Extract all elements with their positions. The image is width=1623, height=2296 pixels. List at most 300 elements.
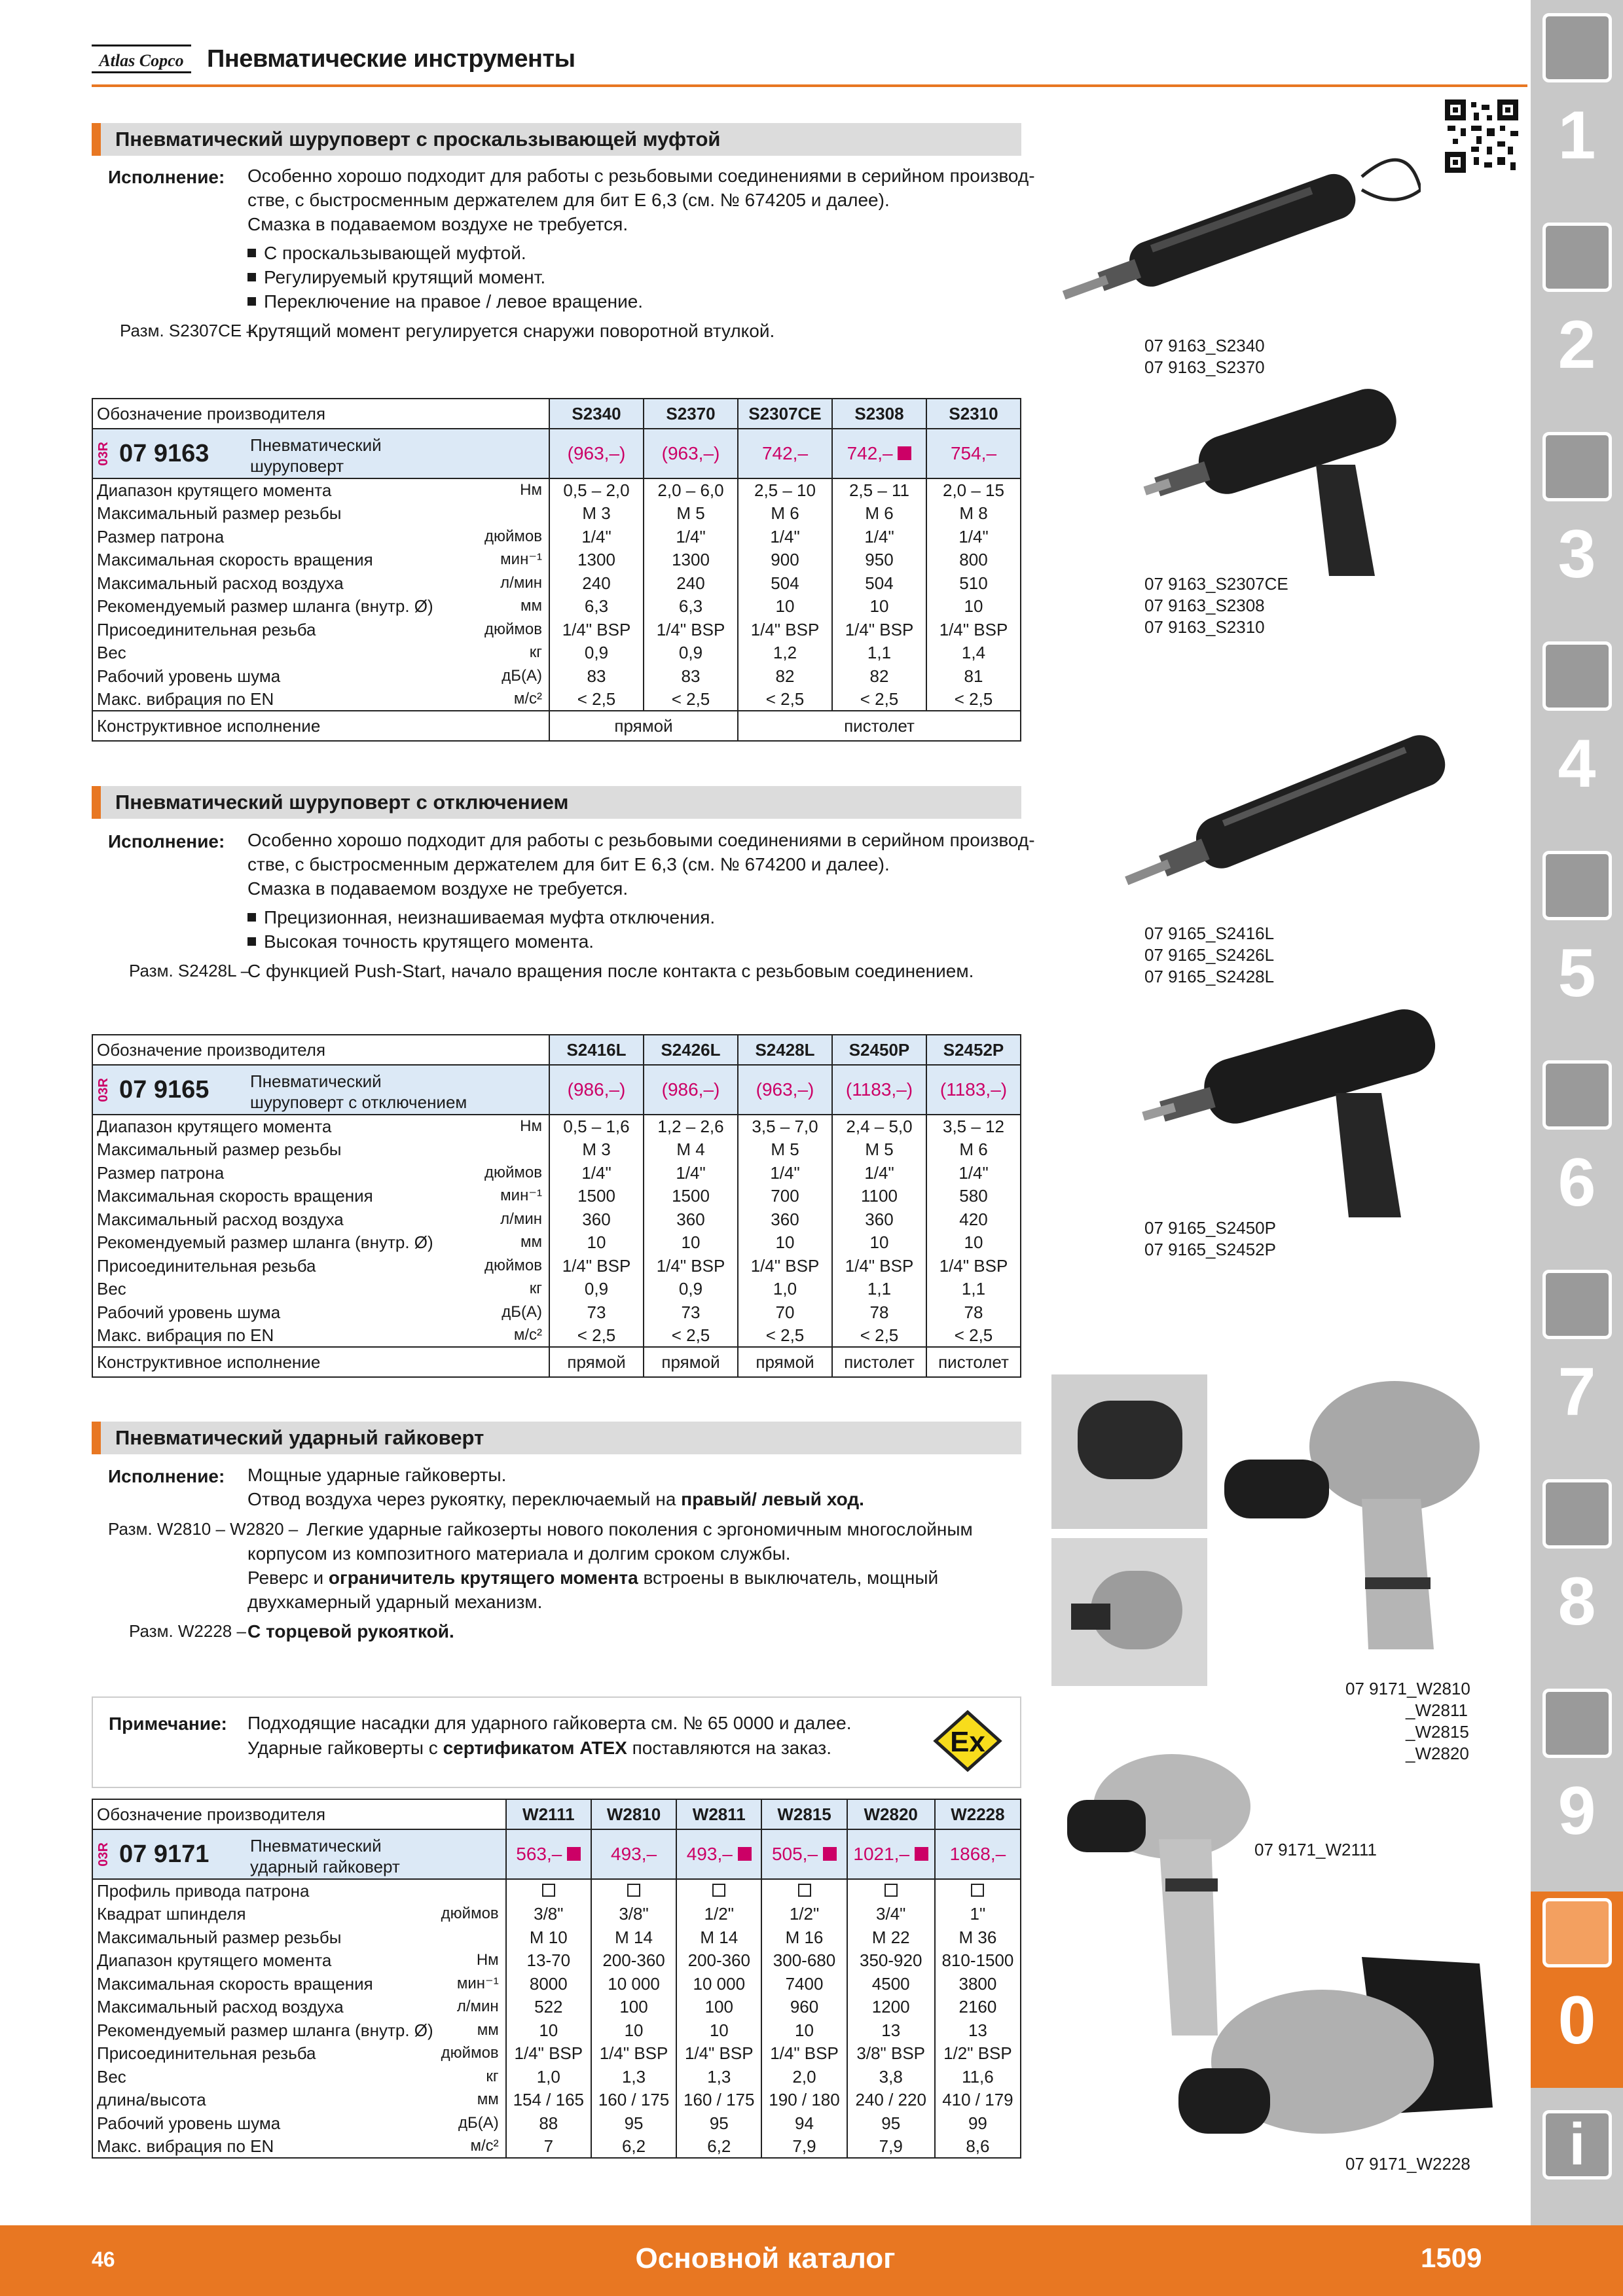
spec-value: < 2,5 xyxy=(926,1324,1021,1348)
spec-value: 240 xyxy=(644,571,738,595)
spec-value: 0,5 – 2,0 xyxy=(549,478,644,502)
spec-value: M 3 xyxy=(549,502,644,526)
new-marker-icon xyxy=(823,1847,837,1861)
price: 1021,– xyxy=(847,1829,935,1879)
spec-value: 10 xyxy=(926,595,1021,619)
spec-value: 350-920 xyxy=(847,1949,935,1973)
spec-label: Максимальная скорость вращения xyxy=(97,550,373,570)
spec-row xyxy=(92,2018,1021,2042)
variant-text: корпусом из композитного материала и долгим сроком службы. xyxy=(247,1543,791,1564)
spec-value: 190 / 180 xyxy=(761,2089,847,2112)
spec-value: 200-360 xyxy=(676,1949,761,1973)
spec-table-079163 xyxy=(92,398,1021,742)
article-number: 07 9171 xyxy=(119,1840,210,1868)
square-drive-icon xyxy=(591,1879,676,1903)
description-line: стве, с быстросменным держателем для бит E 6,3 (см. № 674205 и далее). xyxy=(247,190,890,210)
spec-label: Максимальный размер резьбы xyxy=(97,503,342,524)
spec-row xyxy=(92,1115,1021,1138)
spec-value: 2160 xyxy=(935,1996,1021,2019)
spec-value: 300-680 xyxy=(761,1949,847,1973)
spec-row xyxy=(92,1254,1021,1278)
spec-value: 1/4" BSP xyxy=(591,2042,676,2066)
spec-value: 81 xyxy=(926,664,1021,688)
spec-label: Размер патрона xyxy=(97,526,225,547)
spec-value: M 36 xyxy=(935,1926,1021,1949)
spec-value: 6,2 xyxy=(591,2135,676,2159)
new-marker-icon xyxy=(898,446,911,460)
spec-value: 10 xyxy=(591,2018,676,2042)
spec-value: < 2,5 xyxy=(738,688,832,711)
column-header: S2310 xyxy=(926,399,1021,429)
column-header: W2811 xyxy=(676,1799,761,1829)
spec-unit: л/мин xyxy=(456,1998,499,2016)
price: (986,–) xyxy=(549,1065,644,1115)
spec-value: 3/8" xyxy=(506,1903,591,1926)
spec-unit: Нм xyxy=(476,1951,499,1969)
chapter-8-icon[interactable] xyxy=(1542,1479,1612,1549)
spec-value: 1/4" xyxy=(926,1161,1021,1185)
impact-wrench-w2810-image xyxy=(1218,1368,1493,1656)
spec-value: M 10 xyxy=(506,1926,591,1949)
spec-row xyxy=(92,1278,1021,1301)
spec-value: 82 xyxy=(738,664,832,688)
spec-label: Максимальный размер резьбы xyxy=(97,1139,342,1160)
atlas-copco-logo: Atlas Copco xyxy=(92,45,191,73)
right-page-number: 1509 xyxy=(1421,2242,1482,2273)
spec-value: 2,5 – 10 xyxy=(738,478,832,502)
spec-value: 7,9 xyxy=(847,2135,935,2159)
spec-value: 6,3 xyxy=(549,595,644,619)
spec-unit: мин⁻¹ xyxy=(456,1974,499,1992)
screwdriver-pistol-image xyxy=(1139,367,1414,583)
construction-value: пистолет xyxy=(832,1347,926,1377)
spec-value: M 3 xyxy=(549,1138,644,1162)
spec-value: 1/4" xyxy=(832,525,926,548)
catalog-name: Основной каталог xyxy=(635,2242,896,2274)
spec-unit xyxy=(473,1138,549,1162)
spec-label: Рабочий уровень шума xyxy=(97,1302,281,1322)
catalog-tag: 03R xyxy=(96,1077,111,1102)
execution-label: Исполнение: xyxy=(108,1466,225,1486)
chapter-9-icon[interactable] xyxy=(1542,1689,1612,1758)
square-drive-icon xyxy=(847,1879,935,1903)
spec-value: < 2,5 xyxy=(644,688,738,711)
product-name: Пневматический ударный гайковерт xyxy=(250,1836,400,1876)
chapter-1-icon[interactable] xyxy=(1542,13,1612,82)
spec-value: 6,3 xyxy=(644,595,738,619)
price: (1183,–) xyxy=(832,1065,926,1115)
spec-value: 522 xyxy=(506,1996,591,2019)
spec-value: 1/4" xyxy=(549,1161,644,1185)
description-line: Смазка в подаваемом воздухе не требуется. xyxy=(247,214,629,234)
new-marker-icon xyxy=(738,1847,752,1861)
spec-row xyxy=(92,2065,1021,2089)
spec-value: < 2,5 xyxy=(644,1324,738,1348)
chapter-number[interactable]: 1 xyxy=(1558,98,1596,173)
chapter-number[interactable]: 0 xyxy=(1558,1982,1596,2058)
spec-row xyxy=(92,1996,1021,2019)
spec-label: Вес xyxy=(97,2066,126,2087)
spec-value: 10 000 xyxy=(676,1972,761,1996)
spec-value: 6,2 xyxy=(676,2135,761,2159)
spec-label: длина/высота xyxy=(97,2090,206,2110)
spec-value: 1/4" BSP xyxy=(926,618,1021,641)
image-caption: 07 9171_W2810 _W2811 _W2815 _W2820 xyxy=(1345,1679,1470,1763)
description-line: Смазка в подаваемом воздухе не требуется. xyxy=(247,878,629,899)
chapter-5-icon[interactable] xyxy=(1542,851,1612,920)
spec-value: 73 xyxy=(549,1300,644,1324)
spec-row xyxy=(92,1138,1021,1162)
spec-value: 800 xyxy=(926,548,1021,572)
spec-label: Максимальный расход воздуха xyxy=(97,1209,344,1229)
spec-value: M 6 xyxy=(738,502,832,526)
spec-value: 78 xyxy=(926,1300,1021,1324)
spec-unit: мм xyxy=(477,2090,499,2109)
spec-value: M 4 xyxy=(644,1138,738,1162)
spec-label: Макс. вибрация по EN xyxy=(97,1325,274,1345)
spec-value: 160 / 175 xyxy=(676,2089,761,2112)
spec-value: 1/4" BSP xyxy=(738,1254,832,1278)
construction-value: прямой xyxy=(549,711,738,741)
spec-value: 13 xyxy=(935,2018,1021,2042)
spec-value: 2,0 – 15 xyxy=(926,478,1021,502)
spec-value: 0,5 – 1,6 xyxy=(549,1115,644,1138)
spec-value: 1500 xyxy=(549,1185,644,1208)
spec-row xyxy=(92,525,1021,548)
shutoff-screwdriver-straight-image xyxy=(1113,713,1480,910)
spec-value: 1/4" BSP xyxy=(832,1254,926,1278)
spec-value: < 2,5 xyxy=(832,1324,926,1348)
spec-value: M 5 xyxy=(644,502,738,526)
spec-value: 7400 xyxy=(761,1972,847,1996)
spec-value: 2,4 – 5,0 xyxy=(832,1115,926,1138)
page-title: Пневматические инструменты xyxy=(207,45,575,73)
image-caption: 07 9163_S2307CE 07 9163_S2308 07 9163_S2310 xyxy=(1144,574,1288,637)
spec-value: 3800 xyxy=(935,1972,1021,1996)
spec-value: 10 xyxy=(926,1231,1021,1255)
spec-value: M 22 xyxy=(847,1926,935,1949)
spec-value: 510 xyxy=(926,571,1021,595)
spec-unit: дюймов xyxy=(484,620,542,638)
spec-value: 0,9 xyxy=(644,1278,738,1301)
price: (963,–) xyxy=(738,1065,832,1115)
manufacturer-header: Обозначение производителя xyxy=(92,1035,549,1065)
spec-value: 900 xyxy=(738,548,832,572)
spec-label: Максимальный расход воздуха xyxy=(97,1997,344,2017)
price: (963,–) xyxy=(644,429,738,478)
spec-value: 13 xyxy=(847,2018,935,2042)
spec-row xyxy=(92,1926,1021,1949)
description-line: Мощные ударные гайковерты. xyxy=(247,1465,507,1485)
construction-value: прямой xyxy=(644,1347,738,1377)
spec-value: 360 xyxy=(644,1208,738,1231)
spec-label: Профиль привода патрона xyxy=(97,1881,310,1901)
spec-unit: мин⁻¹ xyxy=(500,550,542,569)
square-drive-icon xyxy=(935,1879,1021,1903)
note-box xyxy=(92,1696,1021,1788)
chapter-6-icon[interactable] xyxy=(1542,1060,1612,1130)
variant-label: Разм. S2428L – xyxy=(129,961,251,980)
spec-value: 1100 xyxy=(832,1185,926,1208)
spec-value: 8,6 xyxy=(935,2135,1021,2159)
spec-value: 73 xyxy=(644,1300,738,1324)
spec-value: 82 xyxy=(832,664,926,688)
price: 505,– xyxy=(761,1829,847,1879)
spec-unit: Нм xyxy=(520,481,542,499)
spec-value: 2,0 xyxy=(761,2065,847,2089)
spec-value: < 2,5 xyxy=(832,688,926,711)
spec-label: Рабочий уровень шума xyxy=(97,666,281,686)
spec-value: 1/4" xyxy=(738,525,832,548)
spec-unit: дюймов xyxy=(484,527,542,545)
spec-row xyxy=(92,1300,1021,1324)
spec-value: 11,6 xyxy=(935,2065,1021,2089)
spec-label: Присоединительная резьба xyxy=(97,1255,316,1276)
spec-row xyxy=(92,641,1021,665)
spec-value: 10 xyxy=(676,2018,761,2042)
construction-value: пистолет xyxy=(926,1347,1021,1377)
chapter-number[interactable]: 5 xyxy=(1558,935,1596,1011)
chapter-0-icon[interactable] xyxy=(1542,1898,1612,1967)
column-header: W2228 xyxy=(935,1799,1021,1829)
spec-value: 1300 xyxy=(549,548,644,572)
spec-value: 13-70 xyxy=(506,1949,591,1973)
manufacturer-header: Обозначение производителя xyxy=(92,1799,506,1829)
chapter-number[interactable]: 4 xyxy=(1558,726,1596,802)
chapter-sidebar xyxy=(1531,0,1623,2296)
spec-value: 360 xyxy=(549,1208,644,1231)
spec-value: < 2,5 xyxy=(549,688,644,711)
spec-value: 83 xyxy=(644,664,738,688)
column-header: S2308 xyxy=(832,399,926,429)
wrench-detail-photo-1 xyxy=(1051,1374,1207,1529)
price: 563,– xyxy=(506,1829,591,1879)
spec-value: 1/4" BSP xyxy=(832,618,926,641)
spec-row xyxy=(92,1185,1021,1208)
spec-value: 3/8" xyxy=(591,1903,676,1926)
spec-value: 1,3 xyxy=(591,2065,676,2089)
shutoff-screwdriver-pistol-image xyxy=(1139,988,1453,1224)
spec-unit: л/мин xyxy=(500,573,542,592)
spec-value: 70 xyxy=(738,1300,832,1324)
spec-value: 3,5 – 7,0 xyxy=(738,1115,832,1138)
spec-value: 580 xyxy=(926,1185,1021,1208)
spec-value: M 6 xyxy=(926,1138,1021,1162)
bullet-item: Регулируемый крутящий момент. xyxy=(247,265,545,290)
chapter-number[interactable]: 3 xyxy=(1558,516,1596,592)
spec-row xyxy=(92,502,1021,526)
spec-value: 10 000 xyxy=(591,1972,676,1996)
spec-label: Рекомендуемый размер шланга (внутр. Ø) xyxy=(97,2020,433,2040)
description-line: Особенно хорошо подходит для работы с резьбовыми соединениями в серийном производ- xyxy=(247,830,1035,850)
article-cell xyxy=(92,1065,549,1115)
square-drive-icon xyxy=(761,1879,847,1903)
spec-row xyxy=(92,2111,1021,2135)
spec-value: 2,0 – 6,0 xyxy=(644,478,738,502)
chapter-number[interactable]: i xyxy=(1542,2110,1612,2179)
variant-label: Разм. W2810 – W2820 – xyxy=(108,1519,299,1539)
spec-value: 1/2" xyxy=(761,1903,847,1926)
chapter-number[interactable]: 8 xyxy=(1558,1564,1596,1640)
catalog-tag: 03R xyxy=(96,441,111,466)
spec-label: Присоединительная резьба xyxy=(97,619,316,639)
page-footer xyxy=(0,2225,1623,2296)
spec-label: Макс. вибрация по EN xyxy=(97,2136,274,2156)
spec-value: 360 xyxy=(832,1208,926,1231)
spec-value: M 14 xyxy=(591,1926,676,1949)
spec-value: 94 xyxy=(761,2111,847,2135)
spec-value: 99 xyxy=(935,2111,1021,2135)
spec-value: 1/4" BSP xyxy=(549,618,644,641)
page-header xyxy=(92,38,1527,87)
spec-value: 810-1500 xyxy=(935,1949,1021,1973)
image-caption: 07 9171_W2228 xyxy=(1345,2154,1470,2174)
chapter-4-icon[interactable] xyxy=(1542,641,1612,711)
new-marker-icon xyxy=(915,1847,928,1861)
note-text: Подходящие насадки для ударного гайковерта см. № 65 0000 и далее. xyxy=(247,1713,852,1733)
spec-unit: м/с² xyxy=(470,2136,499,2155)
price: (986,–) xyxy=(644,1065,738,1115)
qr-code-icon[interactable] xyxy=(1445,99,1518,173)
chapter-number[interactable]: 7 xyxy=(1558,1354,1596,1430)
construction-value: пистолет xyxy=(738,711,1021,741)
column-header: S2426L xyxy=(644,1035,738,1065)
note-label: Примечание: xyxy=(109,1713,227,1734)
spec-row xyxy=(92,478,1021,502)
spec-value: 504 xyxy=(738,571,832,595)
spec-row xyxy=(92,2089,1021,2112)
spec-label: Вес xyxy=(97,1279,126,1299)
spec-value: 1500 xyxy=(644,1185,738,1208)
spec-label: Максимальная скорость вращения xyxy=(97,1186,373,1206)
column-header: W2815 xyxy=(761,1799,847,1829)
spec-value: 10 xyxy=(738,1231,832,1255)
spec-label: Рекомендуемый размер шланга (внутр. Ø) xyxy=(97,1232,433,1253)
spec-row xyxy=(92,2135,1021,2159)
spec-table-079171 xyxy=(92,1799,1021,2159)
spec-unit: дБ(A) xyxy=(501,666,542,685)
image-caption: 07 9171_W2111 xyxy=(1254,1840,1377,1859)
article-number: 07 9165 xyxy=(119,1076,210,1103)
spec-row xyxy=(92,1208,1021,1231)
bullet-item: Высокая точность крутящего момента. xyxy=(247,929,594,954)
spec-label: Рабочий уровень шума xyxy=(97,2113,281,2133)
spec-value: 1,1 xyxy=(832,641,926,665)
spec-value: 10 xyxy=(644,1231,738,1255)
spec-value: 200-360 xyxy=(591,1949,676,1973)
spec-value: M 16 xyxy=(761,1926,847,1949)
image-caption: 07 9163_S2340 07 9163_S2370 xyxy=(1144,336,1265,377)
spec-label: Макс. вибрация по EN xyxy=(97,689,274,709)
spec-value: M 6 xyxy=(832,502,926,526)
column-header: S2340 xyxy=(549,399,644,429)
column-header: S2428L xyxy=(738,1035,832,1065)
chapter-number[interactable]: 9 xyxy=(1558,1773,1596,1849)
spec-value: 10 xyxy=(738,595,832,619)
spec-value: 1/4" xyxy=(926,525,1021,548)
spec-row xyxy=(92,548,1021,572)
spec-value: 360 xyxy=(738,1208,832,1231)
product-name: Пневматический шуруповерт с отключением xyxy=(250,1071,467,1112)
spec-label: Диапазон крутящего момента xyxy=(97,1950,332,1971)
spec-unit: дБ(A) xyxy=(501,1302,542,1321)
spec-unit: л/мин xyxy=(500,1210,542,1228)
column-header: S2416L xyxy=(549,1035,644,1065)
construction-label: Конструктивное исполнение xyxy=(92,711,549,741)
spec-unit: кг xyxy=(529,643,542,662)
variant-text: С функцией Push-Start, начало вращения после контакта с резьбовым соединением. xyxy=(247,961,974,981)
spec-value: 1/4" xyxy=(832,1161,926,1185)
price: 742,– xyxy=(738,429,832,478)
spec-value: 100 xyxy=(591,1996,676,2019)
spec-value: 1/2" xyxy=(676,1903,761,1926)
spec-unit xyxy=(473,502,549,526)
construction-label: Конструктивное исполнение xyxy=(92,1347,549,1377)
spec-value: 1200 xyxy=(847,1996,935,2019)
chapter-7-icon[interactable] xyxy=(1542,1270,1612,1339)
column-header: S2452P xyxy=(926,1035,1021,1065)
spec-row xyxy=(92,595,1021,619)
spec-value: 1" xyxy=(935,1903,1021,1926)
spec-label: Присоединительная резьба xyxy=(97,2043,316,2064)
spec-value: M 14 xyxy=(676,1926,761,1949)
chapter-number[interactable]: 6 xyxy=(1558,1145,1596,1221)
spec-row xyxy=(92,688,1021,711)
variant-text: Легкие ударные гайкозерты нового поколения с эргономичным многослойным xyxy=(306,1519,973,1539)
spec-unit: м/с² xyxy=(513,1325,542,1344)
spec-value: 7,9 xyxy=(761,2135,847,2159)
spec-value: 1,0 xyxy=(506,2065,591,2089)
spec-row xyxy=(92,1231,1021,1255)
description-line: стве, с быстросменным держателем для бит E 6,3 (см. № 674200 и далее). xyxy=(247,854,890,874)
catalog-tag: 03R xyxy=(96,1842,111,1867)
chapter-2-icon[interactable] xyxy=(1542,223,1612,292)
spec-unit: Нм xyxy=(520,1117,542,1136)
spec-value: 160 / 175 xyxy=(591,2089,676,2112)
spec-value: 95 xyxy=(847,2111,935,2135)
variant-text: двухкамерный ударный механизм. xyxy=(247,1592,543,1612)
article-cell xyxy=(92,1829,506,1879)
spec-value: 1/4" xyxy=(549,525,644,548)
product-name: Пневматический шуруповерт xyxy=(250,435,382,476)
spec-value: 1,3 xyxy=(676,2065,761,2089)
spec-label: Диапазон крутящего момента xyxy=(97,480,332,501)
spec-value: 83 xyxy=(549,664,644,688)
chapter-3-icon[interactable] xyxy=(1542,432,1612,501)
spec-value: 1/2" BSP xyxy=(935,2042,1021,2066)
section-title-impact-wrench: Пневматический ударный гайковерт xyxy=(92,1422,1021,1454)
chapter-number[interactable]: 2 xyxy=(1558,307,1596,383)
manufacturer-header: Обозначение производителя xyxy=(92,399,549,429)
spec-value: 1,1 xyxy=(926,1278,1021,1301)
spec-value: 10 xyxy=(832,595,926,619)
spec-row xyxy=(92,664,1021,688)
spec-value: 700 xyxy=(738,1185,832,1208)
screwdriver-straight-image xyxy=(1054,131,1421,340)
spec-row xyxy=(92,1949,1021,1973)
spec-label: Диапазон крутящего момента xyxy=(97,1117,332,1137)
spec-value: 0,9 xyxy=(549,641,644,665)
price: 493,– xyxy=(676,1829,761,1879)
construction-value: прямой xyxy=(549,1347,644,1377)
section-title-shutoff: Пневматический шуруповерт с отключением xyxy=(92,786,1021,819)
bullet-item: Переключение на правое / левое вращение. xyxy=(247,289,643,314)
spec-value: M 8 xyxy=(926,502,1021,526)
spec-label: Максимальный расход воздуха xyxy=(97,573,344,593)
spec-value: < 2,5 xyxy=(549,1324,644,1348)
column-header: W2820 xyxy=(847,1799,935,1829)
spec-row xyxy=(92,618,1021,641)
